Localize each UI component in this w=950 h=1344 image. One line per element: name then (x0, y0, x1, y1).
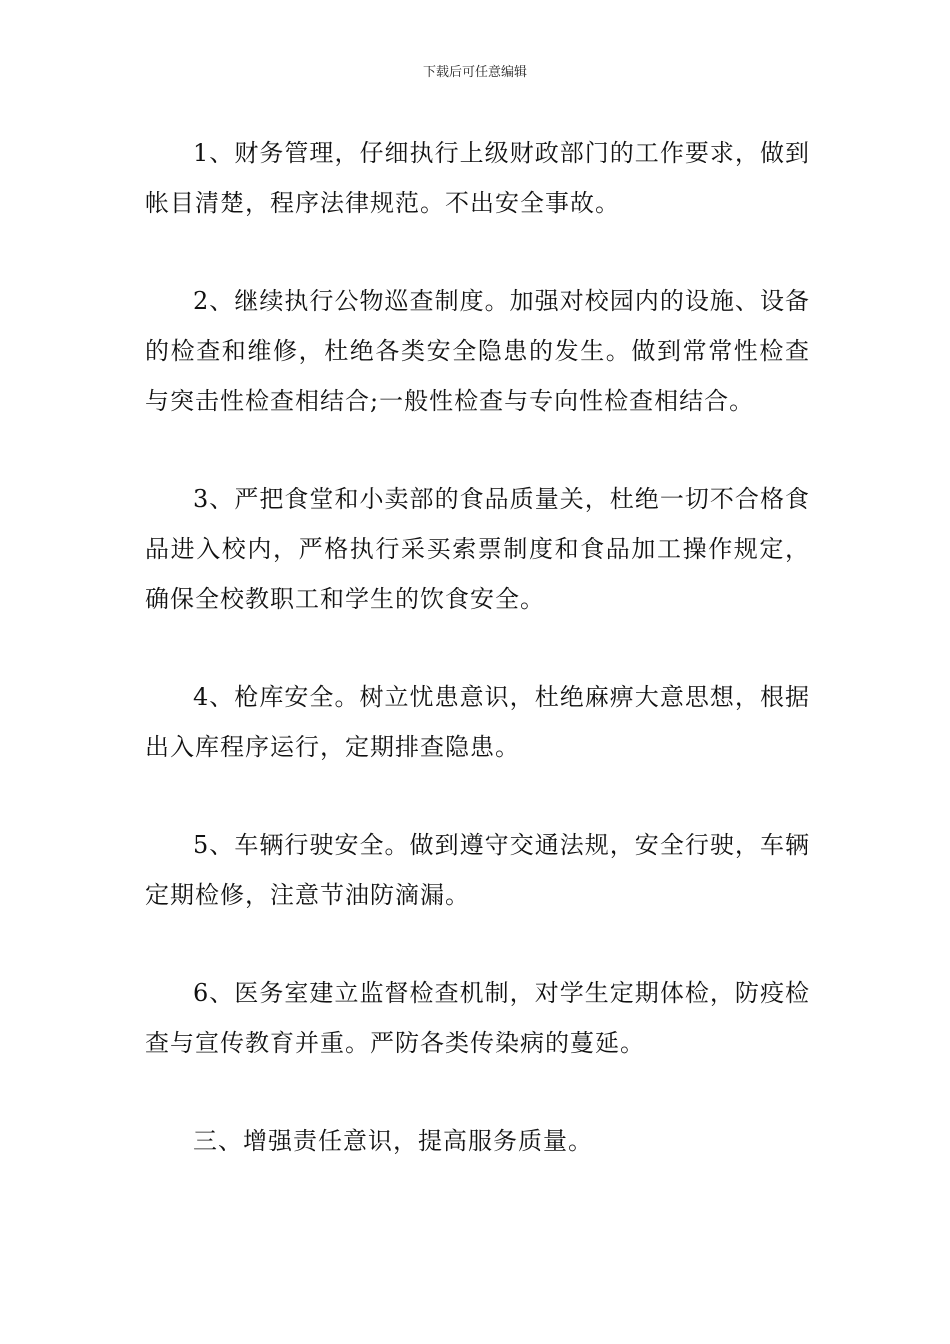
paragraph-5: 5、车辆行驶安全。做到遵守交通法规，安全行驶，车辆定期检修，注意节油防滴漏。 (145, 831, 810, 909)
paragraph-3: 3、严把食堂和小卖部的食品质量关，杜绝一切不合格食品进入校内，严格执行采买索票制度和食品加工操作规定，确保全校教职工和学生的饮食安全。 (145, 485, 810, 613)
page-header: 下载后可任意编辑 (422, 65, 527, 80)
section-heading: 三、增强责任意识，提高服务质量。 (193, 1127, 593, 1155)
paragraph-4: 4、枪库安全。树立忧患意识，杜绝麻痹大意思想，根据出入库程序运行，定期排查隐患。 (145, 683, 810, 761)
document-body (145, 128, 810, 1214)
paragraph-6: 6、医务室建立监督检查机制，对学生定期体检，防疫检查与宣传教育并重。严防各类传染病的蔓延。 (145, 979, 810, 1057)
paragraph-2: 2、继续执行公物巡查制度。加强对校园内的设施、设备的检查和维修，杜绝各类安全隐患的发生。做到常常性检查与突击性检查相结合;一般性检查与专向性检查相结合。 (145, 287, 810, 415)
paragraph-1: 1、财务管理，仔细执行上级财政部门的工作要求，做到帐目清楚，程序法律规范。不出安全事故。 (145, 139, 810, 217)
